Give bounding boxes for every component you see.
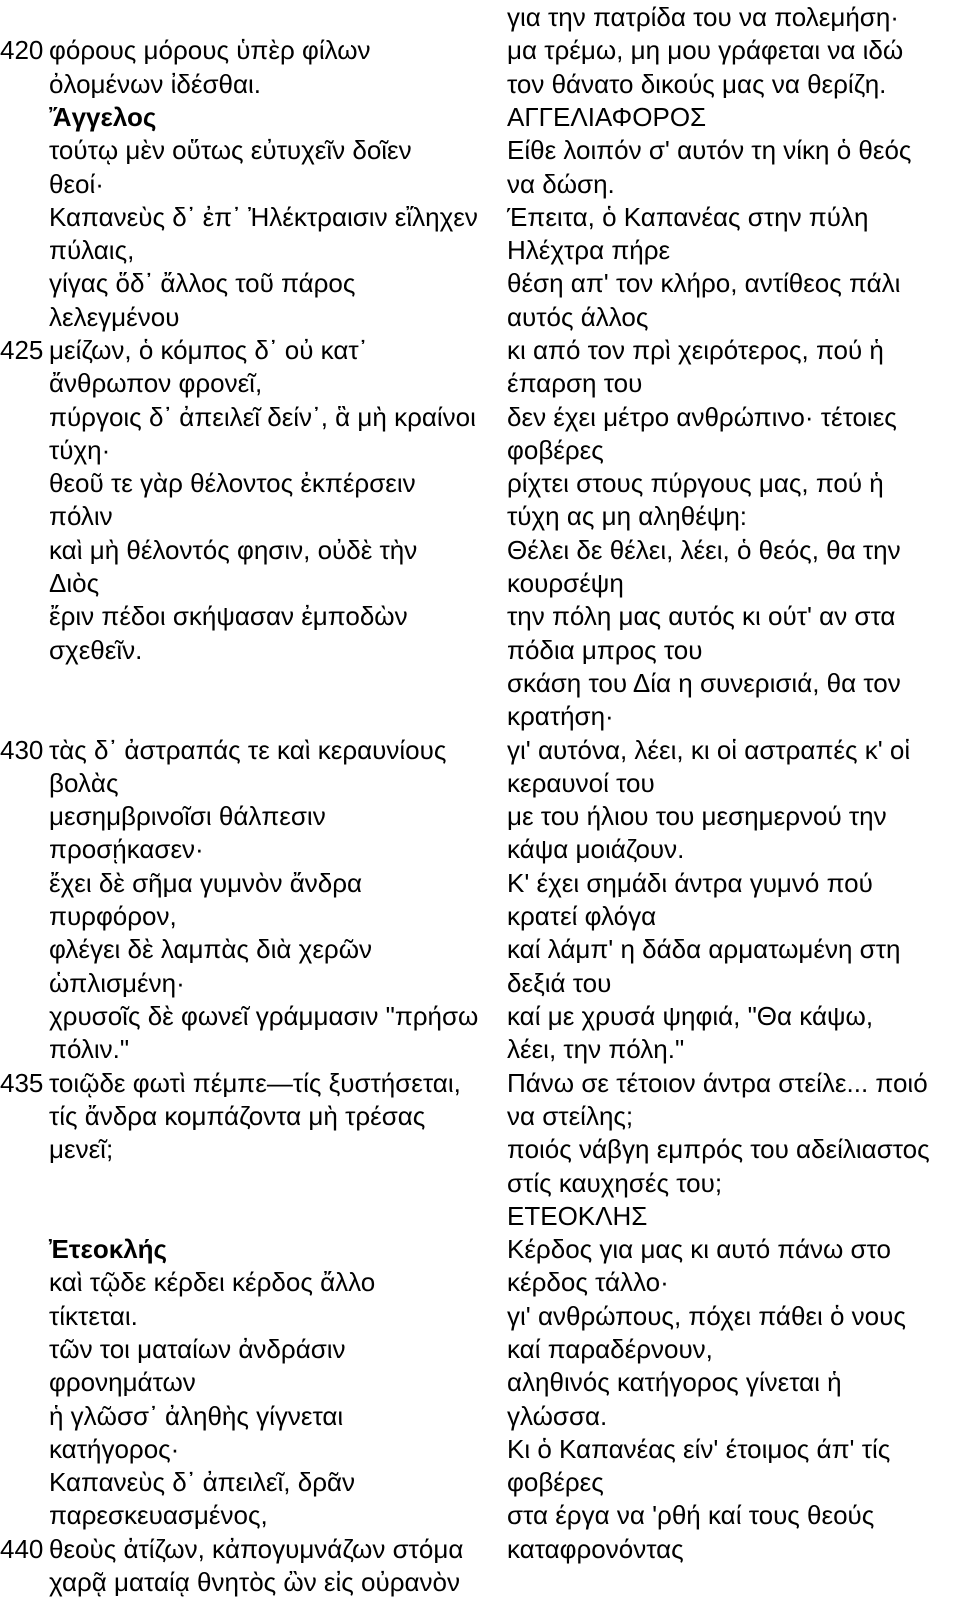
greek-verse-line: μεσημβρινοῖσι θάλπεσιν (49, 801, 326, 831)
modern-verse-line: τον θάνατο δικούς μας να θερίζη. (507, 69, 887, 99)
greek-verse-line: Καπανεὺς δ᾽ ἐπ᾽ Ἠλέκτραισιν εἴληχεν (49, 202, 478, 232)
modern-verse-line: έπαρση του (507, 368, 643, 398)
modern-verse-line: κέρδος τάλλο· (507, 1267, 669, 1297)
modern-verse-line: πόδια μπρος του (507, 635, 703, 665)
modern-verse-line: λέει, την πόλη." (507, 1034, 685, 1064)
greek-verse-line: θεοῦ τε γὰρ θέλοντος ἐκπέρσειν (49, 468, 416, 498)
greek-verse-line: κατήγορος· (49, 1434, 180, 1464)
line-number: 435 (0, 1068, 44, 1098)
modern-verse-line: ποιός νάβγη εμπρός του αδείλιαστος (507, 1134, 930, 1164)
greek-verse-line: θεοί· (49, 169, 104, 199)
greek-verse-line: προσῄκασεν· (49, 834, 204, 864)
modern-verse-line: φοβέρες (507, 1467, 604, 1497)
greek-verse-line: καὶ τῷδε κέρδει κέρδος ἄλλο (49, 1267, 376, 1297)
modern-verse-line: κρατεί φλόγα (507, 901, 657, 931)
modern-verse-line: γι' ανθρώπους, πόχει πάθει ὁ νους (507, 1301, 906, 1331)
greek-verse-line: φρονημάτων (49, 1367, 196, 1397)
line-number: 425 (0, 335, 44, 365)
greek-verse-line: χαρᾷ ματαίᾳ θνητὸς ὢν εἰς οὐρανὸν (49, 1567, 461, 1597)
modern-verse-line: θέση απ' τον κλήρο, αντίθεος πάλι (507, 268, 901, 298)
modern-verse-line: καί λάμπ' η δάδα αρματωμένη στη (507, 934, 901, 964)
greek-verse-line: Καπανεὺς δ᾽ ἀπειλεῖ, δρᾶν (49, 1467, 356, 1497)
modern-verse-line: Κ' έχει σημάδι άντρα γυμνό πού (507, 868, 873, 898)
modern-verse-line: κι από τον πρὶ χειρότερος, πού ἡ (507, 335, 884, 365)
modern-verse-line: με του ήλιου του μεσημερνού την (507, 801, 887, 831)
greek-verse-line: ὡπλισμένη· (49, 968, 185, 998)
speaker-name-greek: Ἐτεοκλής (49, 1234, 168, 1264)
greek-verse-line: ἄνθρωπον φρονεῖ, (49, 368, 263, 398)
modern-verse-line: κεραυνοί του (507, 768, 655, 798)
greek-verse-line: καὶ μὴ θέλοντός φησιν, οὐδὲ τὴν (49, 535, 418, 565)
modern-verse-line: τύχη ας μη αληθέψη: (507, 501, 748, 531)
greek-verse-line: πύλαις, (49, 235, 135, 265)
greek-verse-line: πυρφόρον, (49, 901, 177, 931)
greek-verse-line: τούτῳ μὲν οὕτως εὐτυχεῖν δοῖεν (49, 135, 412, 165)
modern-verse-line: αυτός άλλος (507, 302, 649, 332)
greek-verse-line: σχεθεῖν. (49, 635, 143, 665)
greek-verse-line: φόρους μόρους ὑπὲρ φίλων (49, 35, 371, 65)
modern-verse-line: καί παραδέρνουν, (507, 1334, 713, 1364)
modern-verse-line: Θέλει δε θέλει, λέει, ὁ θεός, θα την (507, 535, 901, 565)
modern-verse-line: γλώσσα. (507, 1401, 608, 1431)
modern-verse-line: σκάση του Δία η συνερισιά, θα τον (507, 668, 901, 698)
line-number: 430 (0, 735, 44, 765)
modern-verse-line: κρατήση· (507, 701, 614, 731)
modern-verse-line: δεν έχει μέτρο ανθρώπινο· τέτοιες (507, 402, 897, 432)
greek-verse-line: τύχη· (49, 435, 111, 465)
greek-verse-line: πόλιν (49, 501, 113, 531)
greek-verse-line: παρεσκευασμένος, (49, 1500, 268, 1530)
modern-verse-line: στα έργα να 'ρθή καί τους θεούς (507, 1500, 875, 1530)
modern-verse-line: δεξιά του (507, 968, 612, 998)
speaker-name-modern: ΑΓΓΕΛΙΑΦΟΡΟΣ (507, 102, 707, 132)
modern-verse-line: ρίχτει στους πύργους μας, πού ἡ (507, 468, 884, 498)
greek-verse-line: ἔχει δὲ σῆμα γυμνὸν ἄνδρα (49, 868, 363, 898)
modern-verse-line: μα τρέμω, μη μου γράφεται να ιδώ (507, 35, 904, 65)
modern-verse-line: να στείλης; (507, 1101, 634, 1131)
greek-verse-line: τὰς δ᾽ ἀστραπάς τε καὶ κεραυνίους (49, 735, 447, 765)
greek-verse-line: ὀλομένων ἰδέσθαι. (49, 69, 261, 99)
greek-verse-line: μενεῖ; (49, 1134, 114, 1164)
modern-verse-line: φοβέρες (507, 435, 604, 465)
greek-verse-line: μείζων, ὁ κόμπος δ᾽ οὐ κατ᾽ (49, 335, 368, 365)
modern-verse-line: Είθε λοιπόν σ' αυτόν τη νίκη ὁ θεός (507, 135, 912, 165)
modern-verse-line: Κέρδος για μας κι αυτό πάνω στο (507, 1234, 891, 1264)
modern-verse-line: την πόλη μας αυτός κι ούτ' αν στα (507, 601, 896, 631)
greek-verse-line: λελεγμένου (49, 302, 180, 332)
speaker-name-modern: ΕΤΕΟΚΛΗΣ (507, 1201, 648, 1231)
modern-verse-line: γι' αυτόνα, λέει, κι οἱ αστραπές κ' οἱ (507, 735, 911, 765)
speaker-name-greek: Ἄγγελος (49, 102, 157, 132)
greek-verse-line: βολὰς (49, 768, 119, 798)
line-number: 440 (0, 1534, 44, 1564)
modern-verse-line: Κι ὁ Καπανέας είν' έτοιμος άπ' τίς (507, 1434, 891, 1464)
modern-verse-line: Έπειτα, ὁ Καπανέας στην πύλη (507, 202, 869, 232)
modern-verse-line: κουρσέψη (507, 568, 624, 598)
modern-verse-line: κάψα μοιάζουν. (507, 834, 685, 864)
greek-verse-line: ἡ γλῶσσ᾽ ἀληθὴς γίγνεται (49, 1401, 344, 1431)
greek-verse-line: πόλιν." (49, 1034, 130, 1064)
greek-verse-line: Διὸς (49, 568, 100, 598)
greek-verse-line: πύργοις δ᾽ ἀπειλεῖ δείν᾽, ἃ μὴ κραίνοι (49, 402, 476, 432)
greek-verse-line: ἔριν πέδοι σκήψασαν ἐμποδὼν (49, 601, 408, 631)
greek-verse-line: τῶν τοι ματαίων ἀνδράσιν (49, 1334, 346, 1364)
greek-verse-line: χρυσοῖς δὲ φωνεῖ γράμμασιν "πρήσω (49, 1001, 479, 1031)
greek-verse-line: τίκτεται. (49, 1301, 138, 1331)
modern-verse-line: να δώση. (507, 169, 615, 199)
greek-verse-line: θεοὺς ἀτίζων, κἀπογυμνάζων στόμα (49, 1534, 464, 1564)
modern-verse-line: καταφρονόντας (507, 1534, 684, 1564)
greek-verse-line: γίγας ὅδ᾽ ἄλλος τοῦ πάρος (49, 268, 356, 298)
modern-verse-line: αληθινός κατήγορος γίνεται ἡ (507, 1367, 842, 1397)
greek-verse-line: τίς ἄνδρα κομπάζοντα μὴ τρέσας (49, 1101, 426, 1131)
greek-verse-line: φλέγει δὲ λαμπὰς διὰ χερῶν (49, 934, 373, 964)
modern-verse-line: Πάνω σε τέτοιον άντρα στείλε... ποιό (507, 1068, 928, 1098)
modern-verse-line: καί με χρυσά ψηφιά, "Θα κάψω, (507, 1001, 874, 1031)
greek-verse-line: τοιῷδε φωτὶ πέμπε—τίς ξυστήσεται, (49, 1068, 461, 1098)
line-number: 420 (0, 35, 44, 65)
modern-verse-line: για την πατρίδα του να πολεμήση· (507, 2, 899, 32)
modern-verse-line: στίς καυχησές του; (507, 1168, 723, 1198)
modern-verse-line: Ηλέχτρα πήρε (507, 235, 671, 265)
